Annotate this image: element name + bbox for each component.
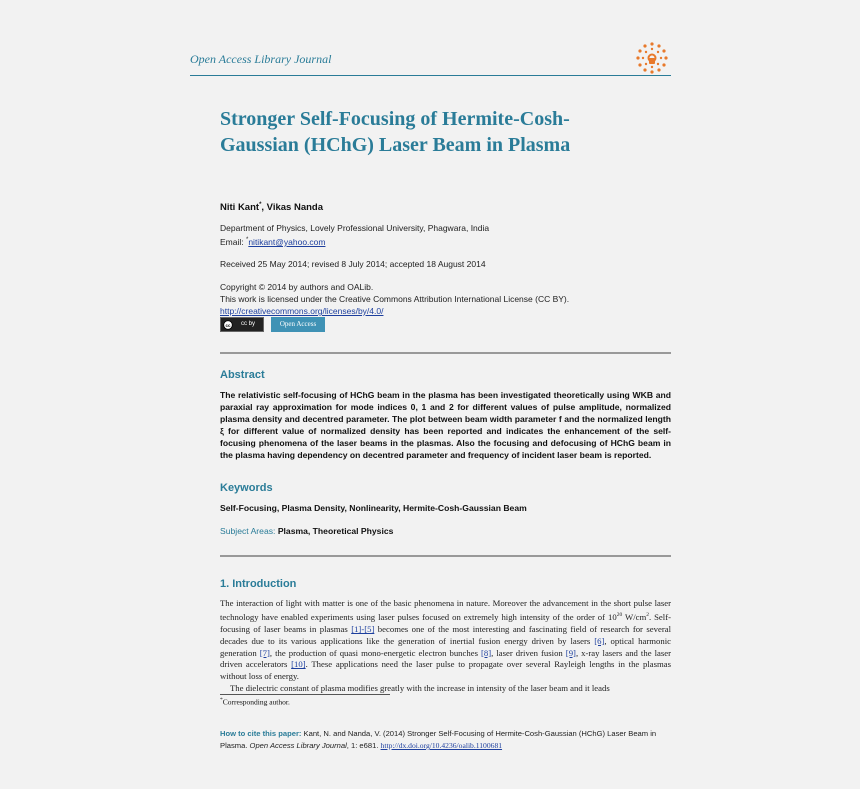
- intro-text: W/cm: [622, 611, 647, 622]
- intro-paragraph: [220, 598, 671, 683]
- footnote-rule: [220, 694, 390, 695]
- subject-label: Subject Areas:: [220, 526, 278, 536]
- intro-text: , x-ray lasers and the laser driven accelerators: [220, 647, 671, 670]
- journal-header: [190, 52, 670, 76]
- author-list: [220, 202, 323, 213]
- intro-paragraph: The dielectric constant of plasma modifies greatly with the increase in intensity of the laser beam and it leads: [230, 683, 610, 694]
- intro-text: , optical harmonic generation: [220, 635, 671, 658]
- license-url: [220, 305, 670, 317]
- corresponding-mark: *: [259, 202, 262, 208]
- citation-text: , 1: e681.: [346, 741, 381, 750]
- doi-link[interactable]: http://dx.doi.org/10.4236/oalib.1100681: [380, 741, 503, 750]
- intro-body: [220, 598, 671, 695]
- journal-name: Open Access Library Journal: [190, 52, 332, 66]
- open-access-lock-icon: [634, 40, 670, 76]
- copyright-line: Copyright © 2014 by authors and OALib.: [220, 282, 374, 292]
- paper-title: Stronger Self-Focusing of Hermite-Cosh-Gaussian (HChG) Laser Beam in Plasma: [220, 108, 571, 156]
- intro-text: . Self-focusing of laser beams in plasmas: [220, 611, 671, 634]
- intro-text: . These applications need the laser pulse to propagate over several Rayleigh lengths in the plasmas without loss of energy.: [220, 659, 671, 682]
- subject-areas: [220, 526, 393, 536]
- citation-journal: Open Access Library Journal: [249, 741, 347, 750]
- intro-text: , laser driven fusion: [491, 647, 566, 658]
- email-mark: *: [245, 237, 249, 243]
- reference-link[interactable]: [8]: [481, 647, 492, 658]
- affiliation: Department of Physics, Lovely Professional University, Phagwara, India: [220, 223, 490, 233]
- intro-text: , the production of quasi mono-energetic electron bunches: [269, 647, 481, 658]
- cc-by-badge[interactable]: [220, 317, 264, 332]
- citation-text: Kant, N. and Nanda, V. (2014) Stronger Self-Focusing of Hermite-Cosh-Gaussian (HChG) Laser Beam in Plasma.: [220, 729, 657, 750]
- superscript: 20: [616, 611, 623, 618]
- subject-value: Plasma, Theoretical Physics: [277, 526, 394, 536]
- keywords-text: Self-Focusing, Plasma Density, Nonlinearity, Hermite-Cosh-Gaussian Beam: [220, 503, 527, 513]
- superscript: 2: [646, 611, 649, 618]
- intro-text: The interaction of light with matter is one of the basic phenomena in nature. Moreover the advancement in the short pulse laser technology have enabled experiments using laser pulses focused on extremely high intensity of the order of 10: [220, 598, 671, 622]
- section-rule-bottom: [220, 555, 671, 557]
- author-name: , Vikas Nanda: [261, 202, 324, 214]
- license-statement: This work is licensed under the Creative Commons Attribution International License (CC BY).: [220, 294, 570, 304]
- citation-label: How to cite this paper:: [220, 729, 304, 738]
- email-link[interactable]: nitikant@yahoo.com: [248, 236, 326, 247]
- keywords-heading: Keywords: [220, 482, 273, 494]
- section-rule-top: [220, 352, 671, 354]
- reference-link[interactable]: [7]: [259, 647, 270, 658]
- reference-link[interactable]: [10]: [291, 659, 306, 670]
- svg-text:cc: cc: [225, 322, 231, 328]
- received-dates: Received 25 May 2014; revised 8 July 2014; accepted 18 August 2014: [220, 259, 486, 269]
- author-name: Niti Kant: [220, 202, 260, 214]
- footnote: [220, 697, 290, 707]
- email-label: Email:: [220, 236, 246, 247]
- citation-block: [220, 728, 672, 752]
- reference-link[interactable]: [6]: [594, 635, 605, 646]
- open-access-badge[interactable]: Open Access: [271, 317, 325, 332]
- footnote-mark: *: [220, 697, 223, 703]
- cc-icon: [223, 320, 233, 330]
- abstract-heading: Abstract: [220, 369, 265, 381]
- reference-link[interactable]: [1]-[5]: [351, 623, 375, 634]
- header-rule: [190, 75, 671, 76]
- abstract-text: The relativistic self-focusing of HChG beam in the plasma has been investigated theoretically using WKB and paraxial ray approximation for mode indices 0, 1 and 2 for different values of pulse amplitude, normalized plasma density and decentred parameter. The plot between beam width parameter f and the normalized length ξ for different value of normalized density has been reported and indicates the enhancement of the self-focusing phenomena of the laser beams in the plasmas. Also the focusing and defocusing of HChG beam in the plasma having dependency on decentred parameter and frequency of incident laser beam is reported.: [220, 390, 671, 461]
- reference-link[interactable]: [9]: [565, 647, 576, 658]
- intro-text: becomes one of the most interesting and fascinating field of research for several decades due to its various applications like the generation of inertial fusion energy driven by lasers: [220, 623, 671, 646]
- footnote-text: Corresponding author.: [222, 697, 290, 707]
- intro-heading: 1. Introduction: [220, 578, 297, 590]
- cc-badge-text: cc by: [241, 321, 256, 327]
- email-line: [220, 234, 670, 248]
- license-link[interactable]: http://creativecommons.org/licenses/by/4.0/: [220, 306, 384, 316]
